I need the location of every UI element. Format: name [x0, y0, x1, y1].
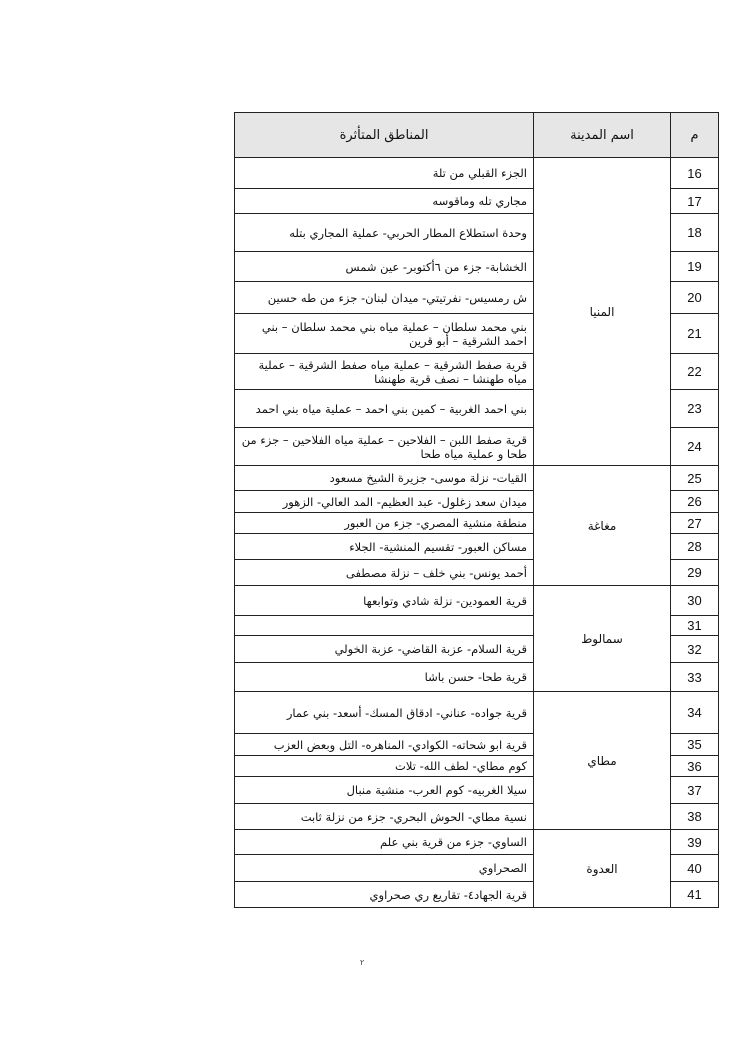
city-cell-minya: المنيا	[534, 158, 671, 466]
row-num: 19	[671, 252, 719, 282]
row-areas: سيلا الغربيه- كوم العرب- منشية منبال	[235, 777, 534, 804]
row-areas	[235, 616, 534, 636]
row-num: 22	[671, 354, 719, 390]
row-areas: قرية صفط اللبن – الفلاحين – عملية مياه الفلاحين – جزء من طحا و عملية مياه طحا	[235, 428, 534, 466]
row-num: 16	[671, 158, 719, 189]
row-num: 32	[671, 636, 719, 663]
header-areas: المناطق المتأثرة	[235, 113, 534, 158]
row-areas: ش رمسيس- نفرتيتي- ميدان لبنان- جزء من طه حسين	[235, 282, 534, 314]
row-areas: قرية الجهاد٤- تقاريع ري صحراوي	[235, 882, 534, 908]
table-row	[235, 158, 719, 189]
row-num: 26	[671, 491, 719, 513]
row-areas: مجاري تله وماقوسه	[235, 189, 534, 214]
row-num: 17	[671, 189, 719, 214]
row-areas: قرية ابو شحاته- الكوادي- المناهره- التل وبعض العزب	[235, 734, 534, 756]
city-cell-maghagha: مغاغة	[534, 466, 671, 586]
row-areas: وحدة استطلاع المطار الحربي- عملية المجاري بتله	[235, 214, 534, 252]
row-areas: ميدان سعد زغلول- عبد العظيم- المد العالي- الزهور	[235, 491, 534, 513]
row-areas: مساكن العبور- تقسيم المنشية- الجلاء	[235, 534, 534, 560]
row-areas: الصحراوي	[235, 855, 534, 882]
table-header-row	[235, 113, 719, 158]
row-num: 24	[671, 428, 719, 466]
city-cell-adwa: العدوة	[534, 830, 671, 908]
row-areas: كوم مطاي- لطف الله- تلات	[235, 756, 534, 777]
affected-areas-table	[234, 112, 719, 908]
row-areas: الخشابة- جزء من ٦أكتوبر- عين شمس	[235, 252, 534, 282]
row-num: 34	[671, 692, 719, 734]
row-areas: أحمد يونس- بني خلف – نزلة مصطفى	[235, 560, 534, 586]
row-areas: قرية العمودين- نزلة شادي وتوابعها	[235, 586, 534, 616]
row-num: 36	[671, 756, 719, 777]
row-num: 30	[671, 586, 719, 616]
page-number: ٢	[360, 958, 365, 967]
row-num: 39	[671, 830, 719, 855]
table-row	[235, 692, 719, 734]
header-num: م	[671, 113, 719, 158]
city-cell-matay: مطاي	[534, 692, 671, 830]
row-num: 18	[671, 214, 719, 252]
row-num: 21	[671, 314, 719, 354]
row-num: 28	[671, 534, 719, 560]
table-row	[235, 586, 719, 616]
row-num: 29	[671, 560, 719, 586]
row-num: 25	[671, 466, 719, 491]
row-num: 38	[671, 804, 719, 830]
row-num: 33	[671, 663, 719, 692]
row-num: 20	[671, 282, 719, 314]
row-num: 37	[671, 777, 719, 804]
row-areas: الساوي- جزء من قرية بني علم	[235, 830, 534, 855]
row-areas: نسية مطاي- الحوش البحري- جزء من نزلة ثابت	[235, 804, 534, 830]
row-num: 35	[671, 734, 719, 756]
row-areas: قرية جواده- عناني- ادقاق المسك- أسعد- بني عمار	[235, 692, 534, 734]
row-areas: منطقة منشية المصري- جزء من العبور	[235, 513, 534, 534]
row-areas: القيات- نزلة موسى- جزيرة الشيخ مسعود	[235, 466, 534, 491]
row-num: 41	[671, 882, 719, 908]
row-areas: قرية صفط الشرقية – عملية مياه صفط الشرقية – عملية مياه طهنشا – نصف قرية طهنشا	[235, 354, 534, 390]
row-num: 40	[671, 855, 719, 882]
row-areas: قرية طحا- حسن باشا	[235, 663, 534, 692]
row-num: 31	[671, 616, 719, 636]
row-areas: الجزء القبلي من تلة	[235, 158, 534, 189]
header-city: اسم المدينة	[534, 113, 671, 158]
row-num: 23	[671, 390, 719, 428]
table-row	[235, 466, 719, 491]
row-areas: بني احمد الغربية – كمين بني احمد – عملية مياه بني احمد	[235, 390, 534, 428]
row-areas: بني محمد سلطان – عملية مياه بني محمد سلطان – بني احمد الشرقية – أبو قرين	[235, 314, 534, 354]
row-num: 27	[671, 513, 719, 534]
table-row	[235, 830, 719, 855]
city-cell-samalut: سمالوط	[534, 586, 671, 692]
row-areas: قرية السلام- عزبة القاضي- عزبة الخولي	[235, 636, 534, 663]
